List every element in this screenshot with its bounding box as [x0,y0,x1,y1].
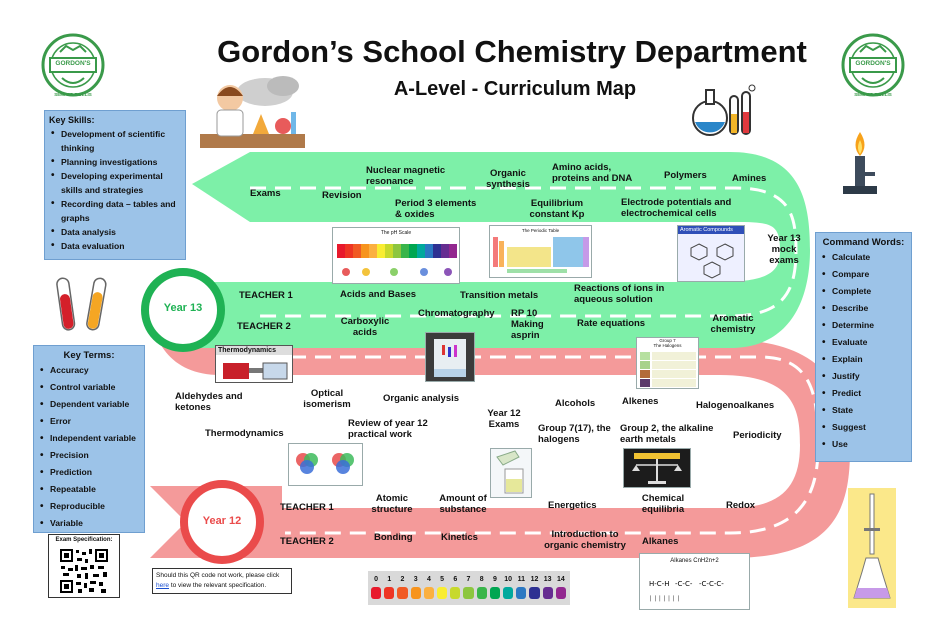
ph-mini-swatch [385,244,393,258]
year13-badge: Year 13 [163,302,203,314]
scientist-illustration [195,72,310,152]
y13-equilibrium-kp: Equilibrium constant Kp [529,198,585,220]
list-item: • Use [820,436,907,453]
ph-mini-swatch [441,244,449,258]
ph-swatch [516,587,526,599]
ph-swatch [543,587,553,599]
ph-number: 6 [453,576,458,583]
y12-alcohols: Alcohols [555,398,596,409]
ph-cell [462,574,474,602]
list-item: • Explain [820,351,907,368]
ph-cell [436,574,448,602]
flasks-illustration [690,82,760,140]
list-item: • Prediction [38,464,140,481]
ph-cell [515,574,527,602]
ph-cell [383,574,395,602]
y12-bonding: Bonding [374,532,413,543]
y12-alkanes: Alkanes [642,536,679,547]
list-item: • Independent variable [38,430,140,447]
y13-revision: Revision [322,190,362,201]
list-item: • Planning investigations [49,155,181,169]
y13-exams: Exams [250,188,281,199]
ph-number: 12 [530,576,539,583]
y12-exams: Year 12 Exams [487,408,521,430]
y13-nmr: Nuclear magnetic resonance [366,165,446,187]
y13-polymers: Polymers [664,170,707,181]
aromatic-compounds-image [677,225,745,282]
ph-number: 14 [556,576,565,583]
venn-image [288,443,363,486]
ph-number: 11 [517,576,525,583]
logo-name: GORDON'S [55,60,91,67]
list-item: • State [820,402,907,419]
list-item: • Accuracy [38,362,140,379]
ph-number: 1 [387,576,392,583]
ph-number: 7 [466,576,471,583]
y13-teacher2: TEACHER 2 [237,321,291,332]
list-item: • Complete [820,283,907,300]
spec-link[interactable]: here [156,582,170,589]
y13-teacher1: TEACHER 1 [239,290,293,301]
ph-swatch [490,587,500,599]
y12-review: Review of year 12 practical work [348,418,428,440]
command-words-heading: Command Words: [822,237,905,248]
ph-cell [489,574,501,602]
ph-swatch [437,587,447,599]
ph-scale-image [332,227,460,284]
svg-text:│ │ │ │ │ │ │: │ │ │ │ │ │ │ [649,596,680,602]
exam-spec-note [152,568,292,594]
y12-atomic: Atomic structure [371,493,413,515]
ph-mini-swatch [377,244,385,258]
list-item: • Justify [820,368,907,385]
y13-chromatography: Chromatography [418,308,495,319]
ph-mini-swatch [401,244,409,258]
ph-number: 8 [479,576,484,583]
ph-number: 3 [413,576,418,583]
ph-mini-swatch [449,244,457,258]
ph-cell [555,574,567,602]
ph-swatch [463,587,473,599]
ph-mini-swatch [337,244,345,258]
y12-group2: Group 2, the alkaline earth metals [620,423,714,445]
test-tubes-illustration [50,276,115,334]
key-skills-panel [44,110,186,260]
list-item: • Describe [820,300,907,317]
ph-number: 5 [440,576,445,583]
list-item: • Evaluate [820,334,907,351]
thermodynamics-image [215,345,293,383]
y12-group7: Group 7(17), the halogens [538,423,611,445]
list-item: • Calculate [820,249,907,266]
ph-number: 13 [543,576,552,583]
y12-optical: Optical isomerism [303,388,351,410]
ph-swatch [556,587,566,599]
list-item: • Data analysis [49,225,181,239]
svg-text:-C-C-C-: -C-C-C- [699,580,724,588]
ph-swatch [371,587,381,599]
svg-text:-C-C-: -C-C- [675,580,693,588]
ph-mini-swatch [353,244,361,258]
balance-image [623,448,691,488]
ph-mini-swatch [417,244,425,258]
year12-badge: Year 12 [202,515,242,527]
ph-number: 9 [492,576,497,583]
exam-spec-note-text: Should this QR code not work, please click [156,572,280,579]
list-item: • Predict [820,385,907,402]
ph-mini-swatch [369,244,377,258]
ph-number: 10 [504,576,512,583]
list-item: • Determine [820,317,907,334]
y13-aromatic: Aromatic chemistry [710,313,756,335]
list-item: • Error [38,413,140,430]
list-item: • Precision [38,447,140,464]
beaker-image [490,448,532,498]
key-skills-heading: Key Skills: [49,115,95,125]
ph-number: 4 [426,576,431,583]
y12-periodicity: Periodicity [733,430,782,441]
ph-cell [370,574,382,602]
ph-mini-swatch [345,244,353,258]
ph-number: 0 [374,576,379,583]
list-item: • Recording data – tables and graphs [49,197,181,225]
ph-swatch [424,587,434,599]
alkanes-image-title: Alkanes CnH2n+2 [670,558,719,564]
alkanes-image [639,553,750,610]
y12-redox: Redox [726,500,756,511]
logo-name: GORDON'S [855,60,891,67]
y12-intro-organic: Introduction to organic chemistry [544,529,626,551]
svg-text:H-C-H: H-C-H [649,580,670,588]
ph-mini-swatch [409,244,417,258]
y13-rate-equations: Rate equations [577,318,646,329]
page-title: Gordon’s School Chemistry Department [217,34,807,69]
periodic-image-title: The Periodic Table [521,228,560,233]
ph-cell [396,574,408,602]
command-words-panel [815,232,912,462]
aromatic-image-title: Aromatic Compounds [678,226,744,234]
y12-amount: Amount of substance [439,493,487,515]
y12-thermodynamics: Thermodynamics [205,428,284,439]
y13-reactions-ions: Reactions of ions in aqueous solution [574,283,665,305]
y13-organic-synthesis: Organic synthesis [486,168,530,190]
list-item: • Variable [38,515,140,532]
key-skills-list [49,127,181,253]
ph-swatch [397,587,407,599]
list-item: • Developing experimental skills and strategies [49,169,181,197]
list-item: • Compare [820,266,907,283]
y13-rp10: RP 10 Making asprin [511,308,544,341]
y13-carboxylic: Carboxylic acids [340,316,390,338]
ph-mini-swatch [361,244,369,258]
y12-halogenoalkanes: Halogenoalkanes [696,400,775,411]
y13-transition-metals: Transition metals [460,290,539,301]
group7-image-title: Group 7 [659,338,676,343]
ph-swatch [477,587,487,599]
ph-cell [502,574,514,602]
list-item: • Dependent variable [38,396,140,413]
y13-electrode: Electrode potentials and electrochemical cells [621,197,732,219]
ph-swatch [450,587,460,599]
logo-motto: SEMPER FIDELIS [854,92,892,97]
command-words-list [820,249,907,453]
list-item: • Data evaluation [49,239,181,253]
ph-swatch [384,587,394,599]
exam-spec-box [48,534,120,598]
school-logo-left [38,30,108,100]
ph-cell [542,574,554,602]
y13-amines: Amines [732,173,767,184]
list-item: • Development of scientific thinking [49,127,181,155]
key-terms-list [38,362,140,532]
chromatography-image [425,332,475,382]
ph-swatch [411,587,421,599]
ph-swatch [529,587,539,599]
y12-teacher2: TEACHER 2 [280,536,334,547]
thermo-image-title: Thermodynamics [216,346,292,355]
key-terms-panel [33,345,145,533]
ph-cell [476,574,488,602]
ph-swatch [503,587,513,599]
ph-image-title: The pH Scale [380,230,412,236]
periodic-table-image [489,225,592,278]
y12-aldehydes: Aldehydes and ketones [175,391,243,413]
y12-energetics: Energetics [548,500,597,511]
key-terms-heading: Key Terms: [63,350,115,361]
y13-acids-bases: Acids and Bases [340,289,417,300]
y12-kinetics: Kinetics [441,532,478,543]
qr-code[interactable] [59,548,109,594]
list-item: • Suggest [820,419,907,436]
exam-spec-heading: Exam Specification: [55,537,113,543]
y12-teacher1: TEACHER 1 [280,502,334,513]
y13-period3: Period 3 elements & oxides [395,198,477,220]
ph-cell [528,574,540,602]
exam-spec-note-text-2: to view the relevant specification. [169,582,267,589]
list-item: • Repeatable [38,481,140,498]
page-subtitle: A-Level - Curriculum Map [393,78,637,100]
ph-cell [423,574,435,602]
group7-image-sub: The Halogens [653,343,682,348]
y12-alkenes-upper: Alkenes [622,396,659,407]
ph-cell [449,574,461,602]
list-item: • Control variable [38,379,140,396]
ph-scale-row [370,574,568,602]
list-item: • Reproducible [38,498,140,515]
y12-chemical-equilibria: Chemical equilibria [641,493,685,515]
ph-scale [368,571,570,605]
bunsen-burner-illustration [835,128,885,200]
y13-amino-acids: Amino acids, proteins and DNA [552,162,633,184]
ph-mini-swatch [393,244,401,258]
titration-illustration [848,488,896,608]
ph-number: 2 [400,576,405,583]
group7-image [636,337,699,389]
ph-cell [410,574,422,602]
y13-mock-exams: Year 13 mock exams [767,233,801,266]
ph-mini-swatch [425,244,433,258]
logo-motto: SEMPER FIDELIS [54,92,92,97]
y12-organic-analysis: Organic analysis [383,393,460,404]
ph-mini-swatch [433,244,441,258]
